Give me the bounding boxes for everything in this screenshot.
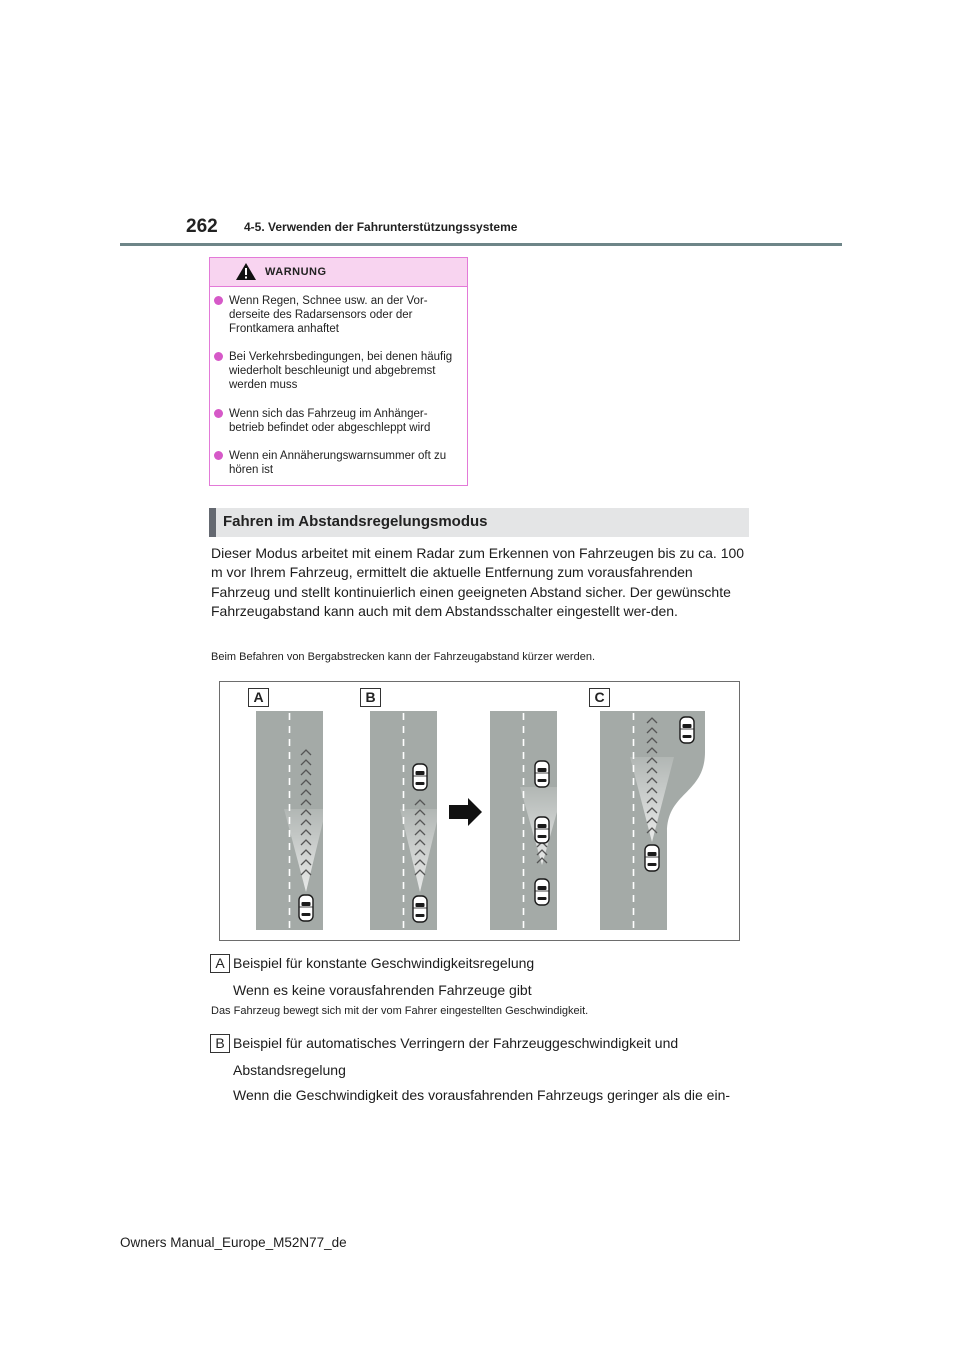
bullet-icon [214,409,223,418]
own-car-icon [299,895,313,921]
lead-car-icon [413,764,427,790]
warning-triangle-icon [235,262,257,281]
figure-label-b: B [360,688,381,707]
bullet-icon [214,352,223,361]
bullet-icon [214,451,223,460]
own-car-icon [645,845,659,871]
body-paragraph: Dieser Modus arbeitet mit einem Radar zum Erkennen von Fahrzeugen bis zu ca. 100 m vor Ihrem Fahrzeug, ermittelt die aktuelle Entfernung zum vorausfahrenden Fahrzeug und stellt kontinuierlich einen geeigneten Abstand sicher. Der gewünschte Fahrzeugabstand kann auch mit dem Abstandsschalter eingestellt wer-den. [211,545,745,619]
body-note: Beim Befahren von Bergabstrecken kann der Fahrzeugabstand kürzer werden. [211,651,595,663]
figure-label-a: A [248,688,269,707]
warning-header [210,258,467,287]
road-diagram [220,682,739,940]
following-car-icon [535,879,549,905]
lead-car-icon [535,761,549,787]
road-c [600,711,705,930]
caption-label-a: A [210,954,230,973]
road-b2 [490,711,564,930]
warning-item [214,449,462,477]
caption-a-title: Beispiel für konstante Geschwindigkeitsregelung [233,955,535,971]
transition-arrow-icon [449,798,482,826]
caption-a-subtitle: Wenn es keine vorausfahrenden Fahrzeuge gibt [233,982,532,998]
section-heading [209,508,749,537]
caption-a-note: Das Fahrzeug bewegt sich mit der vom Fahrer eingestellten Geschwindigkeit. [211,1005,589,1017]
heading-accent [209,508,216,537]
figure-label-c: C [589,688,610,707]
warning-box [209,257,468,486]
road-a [256,711,326,930]
warning-title: WARNUNG [265,266,327,278]
header-rule [120,243,842,246]
warning-item-text: Wenn Regen, Schnee usw. an der Vor-derseite des Radarsensors oder der Frontkamera anhaftet [229,295,428,335]
own-car-icon [413,896,427,922]
section-heading-text: Fahren im Abstandsregelungsmodus [223,513,488,530]
warning-item-text: Bei Verkehrsbedingungen, bei denen häufig wiederholt beschleunigt und abgebremst werden muss [229,351,453,391]
section-title: 4-5. Verwenden der Fahrunterstützungssysteme [244,220,518,234]
road-b [370,711,440,930]
warning-item [214,294,462,336]
footer-text: Owners Manual_Europe_M52N77_de [120,1235,347,1250]
own-car-icon [535,817,549,843]
warning-item-text: Wenn sich das Fahrzeug im Anhänger-betrieb befindet oder abgeschleppt wird [229,408,431,434]
bullet-icon [214,296,223,305]
warning-item-text: Wenn ein Annäherungswarnsummer oft zu hören ist [229,450,447,476]
page-number: 262 [186,216,218,237]
caption-b-subtitle: Wenn die Geschwindigkeit des vorausfahrenden Fahrzeugs geringer als die ein- [233,1087,731,1103]
caption-label-b: B [210,1034,230,1053]
merging-car-icon [680,717,694,743]
caption-b-title-cont: Abstandsregelung [233,1062,346,1078]
warning-item [214,407,462,435]
caption-b-title: Beispiel für automatisches Verringern der Fahrzeuggeschwindigkeit und [233,1035,679,1051]
warning-item [214,350,462,392]
figure-illustration [219,681,740,941]
